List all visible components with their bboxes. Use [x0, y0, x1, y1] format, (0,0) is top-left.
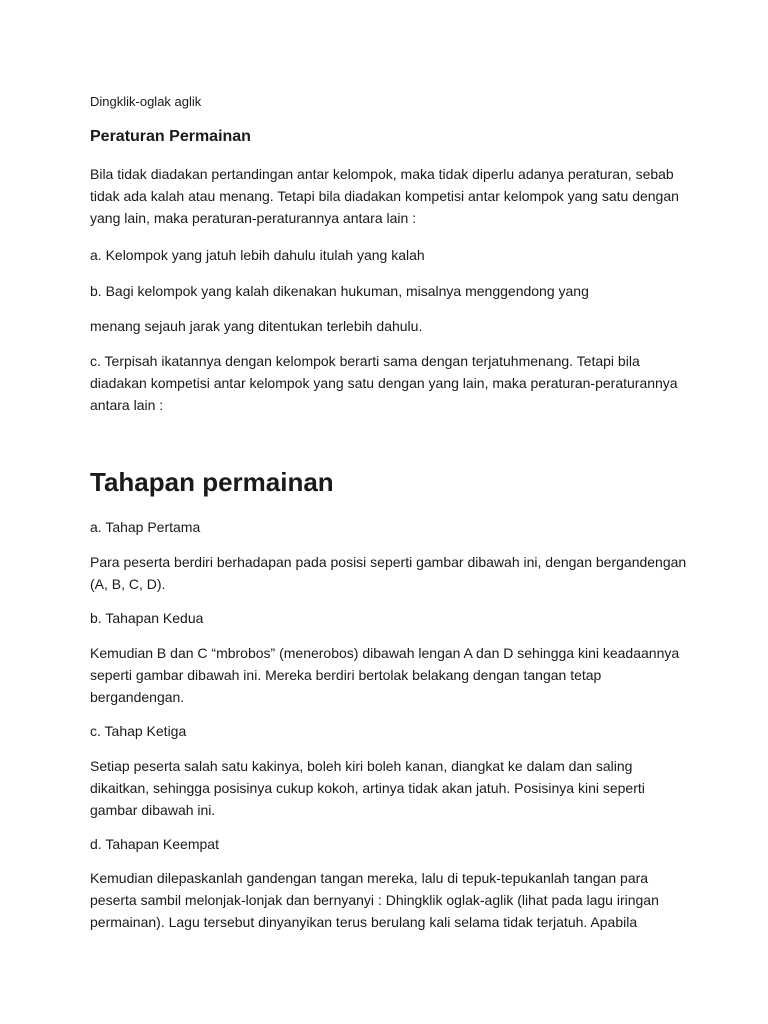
rule-item-a: a. Kelompok yang jatuh lebih dahulu itulah yang kalah — [90, 247, 425, 263]
section-heading-peraturan: Peraturan Permainan — [90, 128, 251, 145]
stage-text-c: Setiap peserta salah satu kakinya, boleh kiri boleh kanan, diangkat ke dalam dan saling dikaitkan, sehingga posisinya cukup kokoh, artinya tidak akan jatuh. Posisinya kini seperti gambar dibawah ini. — [90, 758, 645, 818]
stage-text-d: Kemudian dilepaskanlah gandengan tangan mereka, lalu di tepuk-tepukanlah tangan para peserta sambil melonjak-lonjak dan bernyanyi : Dhingklik oglak-aglik (lihat pada lagu iringan permainan). Lagu tersebut dinyanyikan terus berulang kali selama tidak terjatuh. Apabila — [90, 870, 659, 930]
stage-heading-c: c. Tahap Ketiga — [90, 723, 187, 739]
rule-item-b-continued: menang sejauh jarak yang ditentukan terlebih dahulu. — [90, 318, 423, 334]
stage-heading-d: d. Tahapan Keempat — [90, 836, 219, 852]
document-title-line: Dingklik-oglak aglik — [90, 94, 202, 109]
rule-item-c: c. Terpisah ikatannya dengan kelompok berarti sama dengan terjatuhmenang. Tetapi bila diadakan kompetisi antar kelompok yang satu dengan yang lain, maka peraturan-peraturannya antara lain : — [90, 353, 678, 413]
section-heading-tahapan: Tahapan permainan — [90, 467, 334, 497]
rule-item-b: b. Bagi kelompok yang kalah dikenakan hukuman, misalnya menggendong yang — [90, 283, 589, 299]
stage-heading-b: b. Tahapan Kedua — [90, 610, 204, 626]
stage-text-a: Para peserta berdiri berhadapan pada posisi seperti gambar dibawah ini, dengan bergandengan (A, B, C, D). — [90, 554, 687, 592]
paragraph-rules-intro: Bila tidak diadakan pertandingan antar kelompok, maka tidak diperlu adanya peraturan, sebab tidak ada kalah atau menang. Tetapi bila diadakan kompetisi antar kelompok yang satu dengan yang lain, maka peraturan-peraturannya antara lain : — [90, 166, 679, 226]
stage-text-b: Kemudian B dan C “mbrobos” (menerobos) dibawah lengan A dan D sehingga kini keadaannya seperti gambar dibawah ini. Mereka berdiri bertolak belakang dengan tangan tetap bergandengan. — [90, 645, 680, 705]
stage-heading-a: a. Tahap Pertama — [90, 519, 201, 535]
